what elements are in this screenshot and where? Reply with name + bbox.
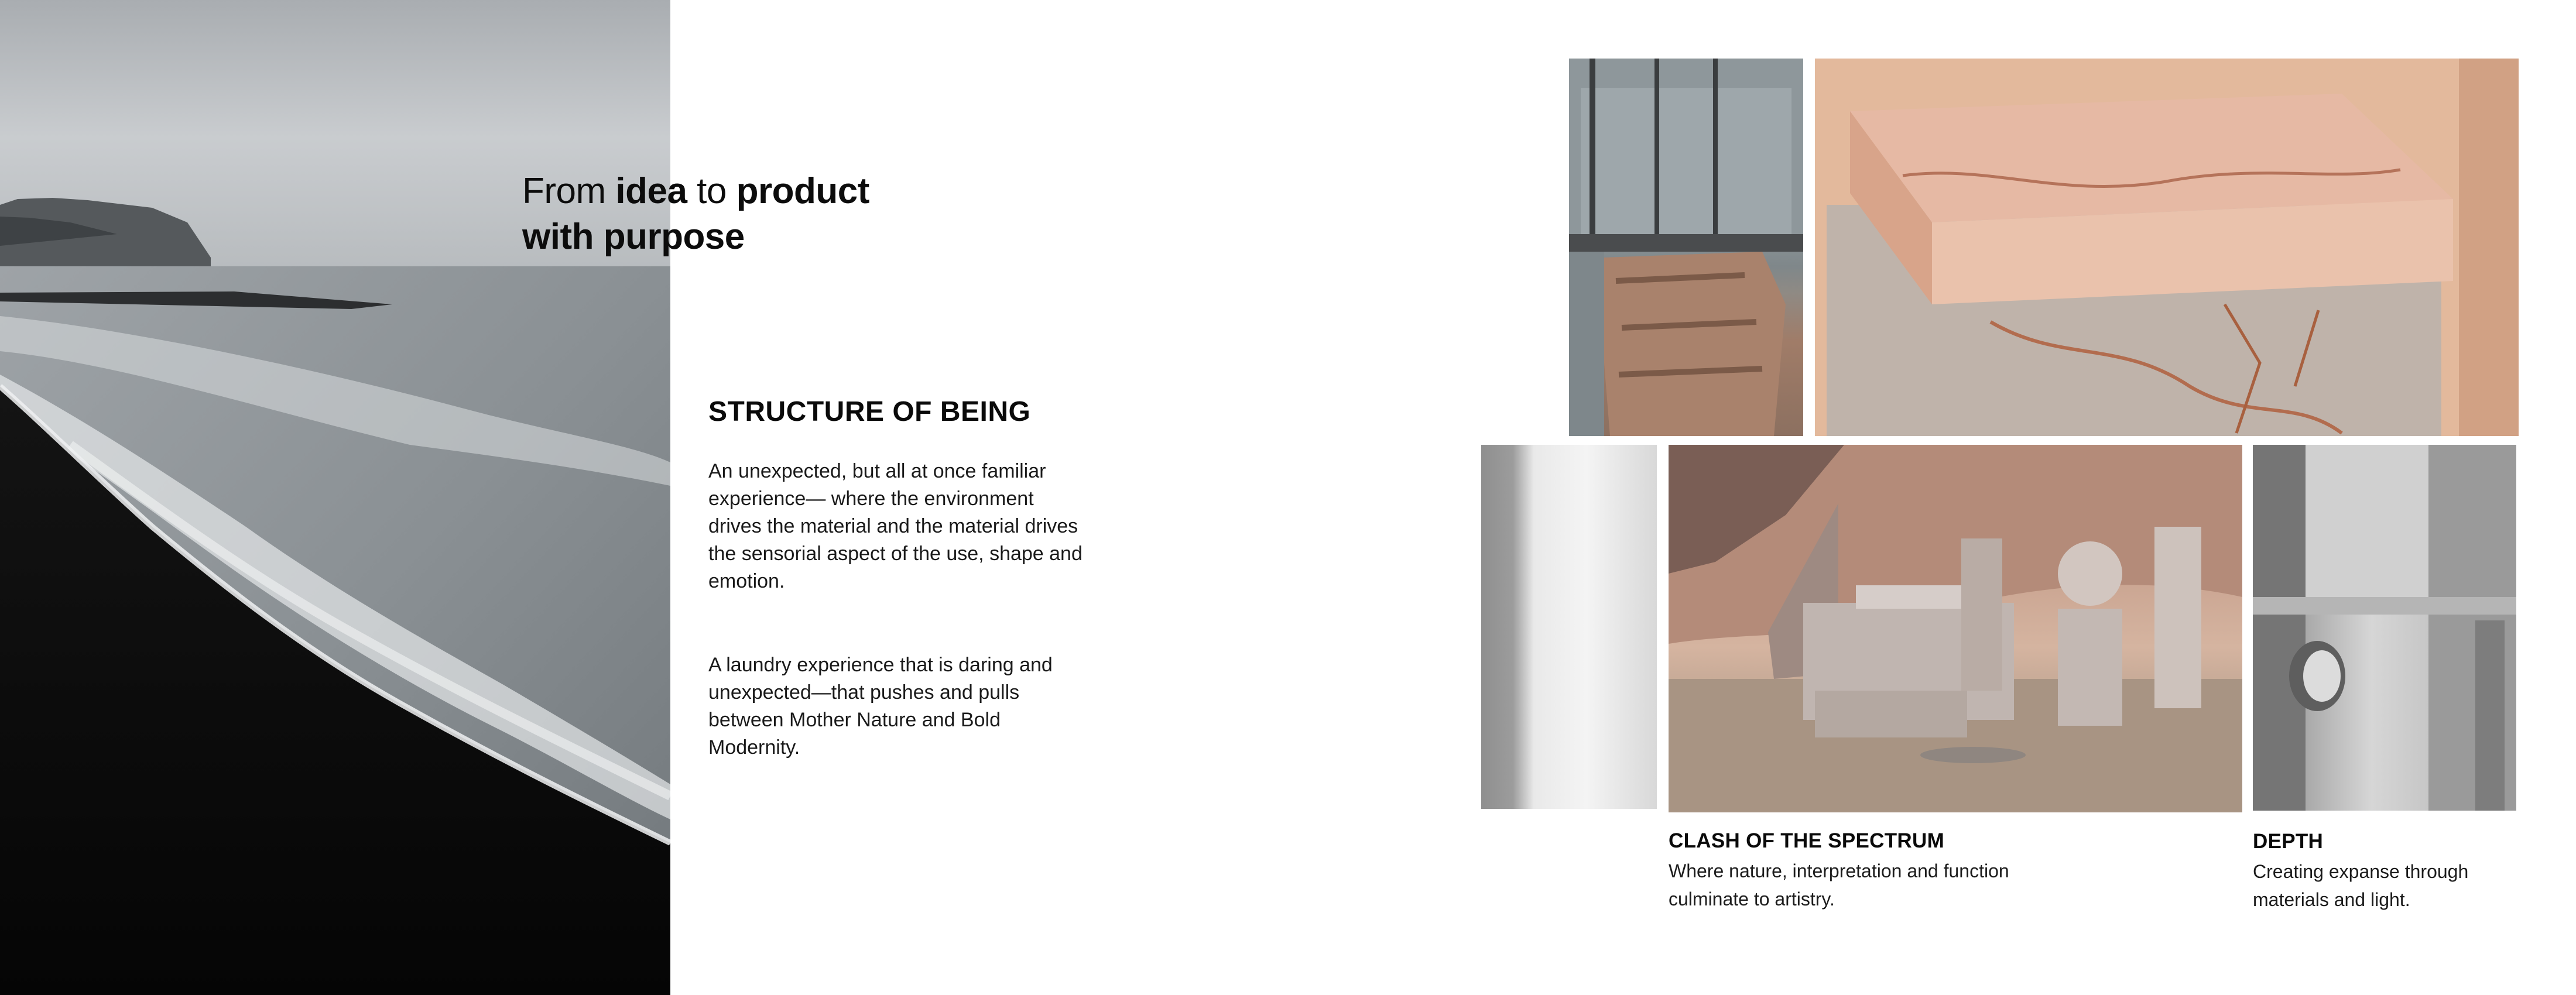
caption-title-depth: DEPTH [2253, 830, 2324, 853]
body-paragraph-2: A laundry experience that is daring and unexpected—that pushes and pulls between Mother Nature and Bold Modernity. [708, 654, 1053, 759]
chrome-illustration [2253, 445, 2516, 811]
title-word-from: From [522, 171, 616, 211]
chrome-depth-photo [2253, 445, 2516, 811]
title-word-to: to [687, 171, 737, 211]
beach-illustration [0, 0, 670, 995]
desert-illustration [1669, 445, 2242, 812]
title-line-2-text: with purpose [522, 217, 745, 257]
title-word-product: product [736, 171, 869, 211]
white-light-panel-photo [1481, 445, 1657, 809]
body-paragraph-1: An unexpected, but all at once familiar experience— where the environment drives the material and the material drives the sensorial aspect of the use, shape and emotion. [708, 460, 1083, 592]
marble-illustration [1815, 59, 2519, 436]
glass-house-photo [1569, 59, 1803, 436]
marble-blocks-photo [1815, 59, 2519, 436]
caption-text-depth: Creating expanse through materials and light. [2253, 861, 2469, 910]
caption-title-clash-of-the-spectrum: CLASH OF THE SPECTRUM [1669, 829, 1945, 852]
title-word-idea: idea [615, 171, 687, 211]
page-title [522, 169, 1049, 260]
title-line-2 [522, 214, 1049, 260]
caption-text-clash-of-the-spectrum: Where nature, interpretation and function culminate to artistry. [1669, 860, 2009, 910]
section-heading: STRUCTURE OF BEING [708, 396, 1031, 427]
title-line-1 [522, 169, 1049, 214]
beach-photo [0, 0, 670, 995]
glass-house-illustration [1569, 59, 1803, 436]
desert-mirror-sculpture-photo [1669, 445, 2242, 812]
